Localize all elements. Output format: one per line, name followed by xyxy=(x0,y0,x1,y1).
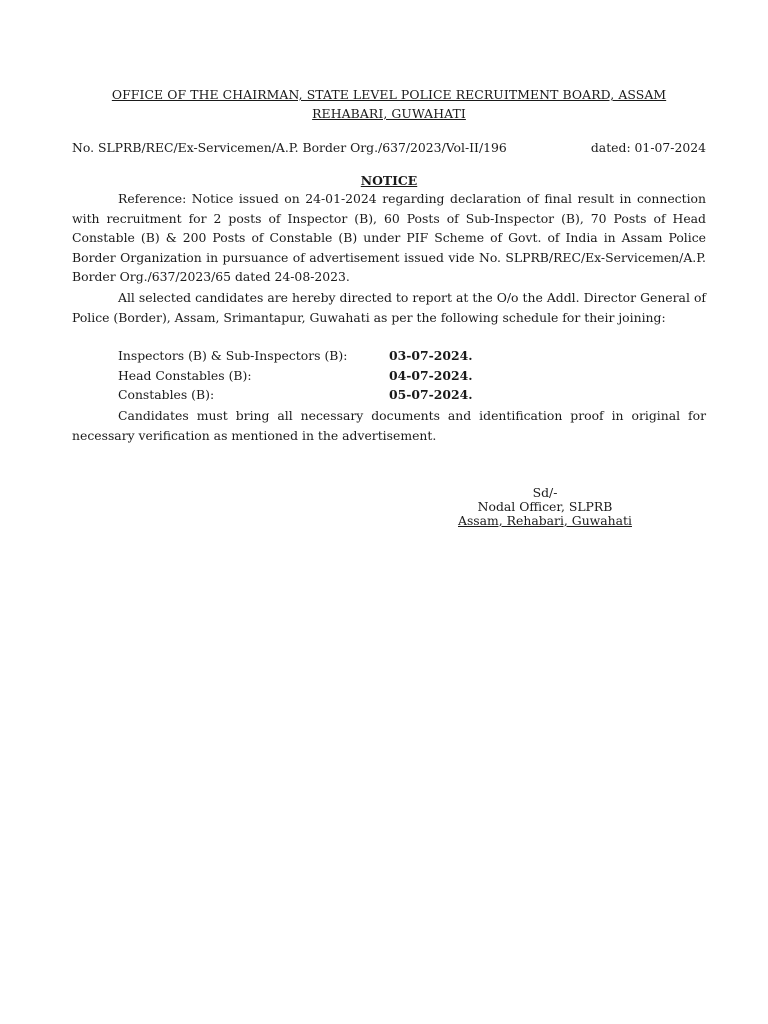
office-header-line-2: REHABARI, GUWAHATI xyxy=(312,106,466,121)
schedule-label: Constables (B): xyxy=(118,387,215,402)
signature-sd: Sd/- xyxy=(532,485,558,500)
signature-designation: Nodal Officer, SLPRB xyxy=(477,499,613,514)
signature-office: Assam, Rehabari, Guwahati xyxy=(458,513,632,528)
schedule-date: 05-07-2024. xyxy=(389,387,473,402)
schedule-date: 04-07-2024. xyxy=(389,367,473,383)
office-header-line-1: OFFICE OF THE CHAIRMAN, STATE LEVEL POLICE RECRUITMENT BOARD, ASSAM xyxy=(111,87,667,102)
joining-schedule xyxy=(118,346,618,405)
notice-title: NOTICE xyxy=(360,173,418,188)
paragraph-documents: Candidates must bring all necessary documents and identification proof in original for necessary verification as mentioned in the advertisement. xyxy=(72,408,706,443)
schedule-row xyxy=(118,385,618,405)
reference-date: dated: 01-07-2024 xyxy=(590,140,706,155)
reference-number: No. SLPRB/REC/Ex-Servicemen/A.P. Border Org./637/2023/Vol-II/196 xyxy=(72,140,507,155)
schedule-label: Inspectors (B) & Sub-Inspectors (B): xyxy=(118,348,348,363)
schedule-row xyxy=(118,366,618,386)
schedule-row xyxy=(118,346,618,366)
paragraph-directive: All selected candidates are hereby directed to report at the O/o the Addl. Director General of Police (Border), Assam, Srimantapur, Guwahati as per the following schedule for their joining: xyxy=(72,290,706,325)
reference-line xyxy=(72,138,706,157)
schedule-label: Head Constables (B): xyxy=(118,367,252,383)
schedule-date: 03-07-2024. xyxy=(389,348,473,363)
paragraph-reference: Reference: Notice issued on 24-01-2024 regarding declaration of final result in connection with recruitment for 2 posts of Inspector (B), 60 Posts of Sub-Inspector (B), 70 Posts of Head Constable (B) & 200 Posts of Constable (B) under PIF Scheme of Govt. of India in Assam Police Border Organization in pursuance of advertisement issued vide No. SLPRB/REC/Ex-Servicemen/A.P. Border Org./637/2023/65 dated 24-08-2023. xyxy=(72,191,706,284)
signature-block xyxy=(440,486,650,528)
